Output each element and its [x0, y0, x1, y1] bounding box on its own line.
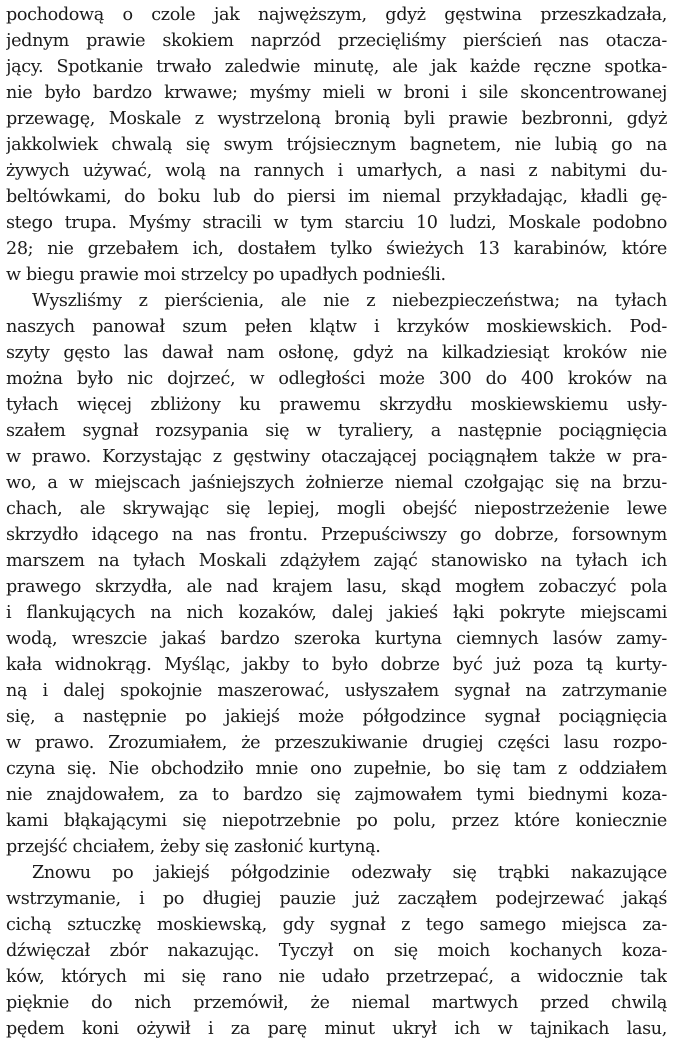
- document-page: [6, 2, 667, 1042]
- text-line: Wyszliśmy z pierścienia, ale nie z niebezpieczeństwa; na tyłach: [32, 291, 667, 311]
- text-line: pędem koni ożywił i za parę minut ukrył ich w tajnikach lasu,: [6, 1019, 667, 1039]
- text-line: kała widnokrąg. Myśląc, jakby to było dobrze być już poza tą kurty-: [6, 655, 667, 675]
- text-line: kami błąkającymi się niepotrzebnie po polu, przez które koniecznie: [6, 811, 667, 831]
- text-line: czyna się. Nie obchodziło mnie ono zupełnie, bo się tam z oddziałem: [6, 759, 667, 779]
- text-line: skrzydło idącego na nas frontu. Przepuściwszy go dobrze, forsownym: [6, 525, 667, 545]
- text-line: szałem sygnał rozsypania się w tyraliery, a następnie pociągnięcia: [6, 421, 667, 441]
- text-line: ną i dalej spokojnie maszerować, usłyszałem sygnał na zatrzymanie: [6, 681, 667, 701]
- text-line: pochodową o czole jak najwęższym, gdyż gęstwina przeszkadzała,: [6, 5, 667, 25]
- text-line: naszych panował szum pełen klątw i krzyków moskiewskich. Pod-: [6, 317, 667, 337]
- text-line: w biegu prawie moi strzelcy po upadłych podnieśli.: [6, 265, 446, 285]
- text-line: stego trupa. Myśmy stracili w tym starciu 10 ludzi, Moskale podobno: [6, 213, 667, 233]
- text-line: żywych używać, wolą na rannych i umarłych, a nasi z nabitymi du-: [6, 161, 667, 181]
- text-line: wo, a w miejscach jaśniejszych żołnierze niemal czołgając się na brzu-: [6, 473, 667, 493]
- text-line: dźwięczał zbór nakazując. Tyczył on się moich kochanych koza-: [6, 941, 667, 961]
- text-line: marszem na tyłach Moskali zdążyłem zająć stanowisko na tyłach ich: [6, 551, 667, 571]
- text-line: można było nic dojrzeć, w odległości może 300 do 400 kroków na: [6, 369, 667, 389]
- text-line: jednym prawie skokiem naprzód przecięliśmy pierścień nas otacza-: [6, 31, 667, 51]
- text-line: wstrzymanie, i po długiej pauzie już zacząłem podejrzewać jakąś: [6, 889, 667, 909]
- text-line: cichą sztuczkę moskiewską, gdy sygnał z tego samego miejsca za-: [6, 915, 667, 935]
- text-line: beltówkami, do boku lub do piersi im niemal przykładając, kładli gę-: [6, 187, 667, 207]
- text-line: i flankujących na nich kozaków, dalej jakieś łąki pokryte miejscami: [6, 603, 667, 623]
- text-line: się, a następnie po jakiejś może półgodzince sygnał pociągnięcia: [6, 707, 667, 727]
- text-line: w prawo. Korzystając z gęstwiny otaczającej pociągnąłem także w pra-: [6, 447, 667, 467]
- text-line: pięknie do nich przemówił, że niemal martwych przed chwilą: [6, 993, 667, 1013]
- text-line: nie było bardzo krwawe; myśmy mieli w broni i sile skoncentrowanej: [6, 83, 667, 103]
- text-line: nie znajdowałem, za to bardzo się zajmowałem tymi biednymi koza-: [6, 785, 667, 805]
- text-line: jakkolwiek chwalą się swym trójsiecznym bagnetem, nie lubią go na: [6, 135, 667, 155]
- text-line: prawego skrzydła, ale nad krajem lasu, skąd mogłem zobaczyć pola: [6, 577, 667, 597]
- text-line: szyty gęsto las dawał nam osłonę, gdyż na kilkadziesiąt kroków nie: [6, 343, 667, 363]
- text-line: chach, ale skrywając się lepiej, mogli obejść niepostrzeżenie lewe: [6, 499, 667, 519]
- text-line: ków, których mi się rano nie udało przetrzepać, a widocznie tak: [6, 967, 667, 987]
- text-line: przewagę, Moskale z wystrzeloną bronią byli prawie bezbronni, gdyż: [6, 109, 667, 129]
- text-line: przejść chciałem, żeby się zasłonić kurtyną.: [6, 837, 381, 857]
- text-line: w prawo. Zrozumiałem, że przeszukiwanie drugiej części lasu rozpo-: [6, 733, 667, 753]
- text-line: jący. Spotkanie trwało zaledwie minutę, ale jak każde ręczne spotka-: [6, 57, 667, 77]
- text-line: wodą, wreszcie jakaś bardzo szeroka kurtyna ciemnych lasów zamy-: [6, 629, 667, 649]
- text-line: tyłach więcej zbliżony ku prawemu skrzydłu moskiewskiemu usły-: [6, 395, 667, 415]
- text-line: 28; nie grzebałem ich, dostałem tylko świeżych 13 karabinów, które: [6, 239, 667, 259]
- text-line: Znowu po jakiejś półgodzinie odezwały się trąbki nakazujące: [32, 863, 667, 883]
